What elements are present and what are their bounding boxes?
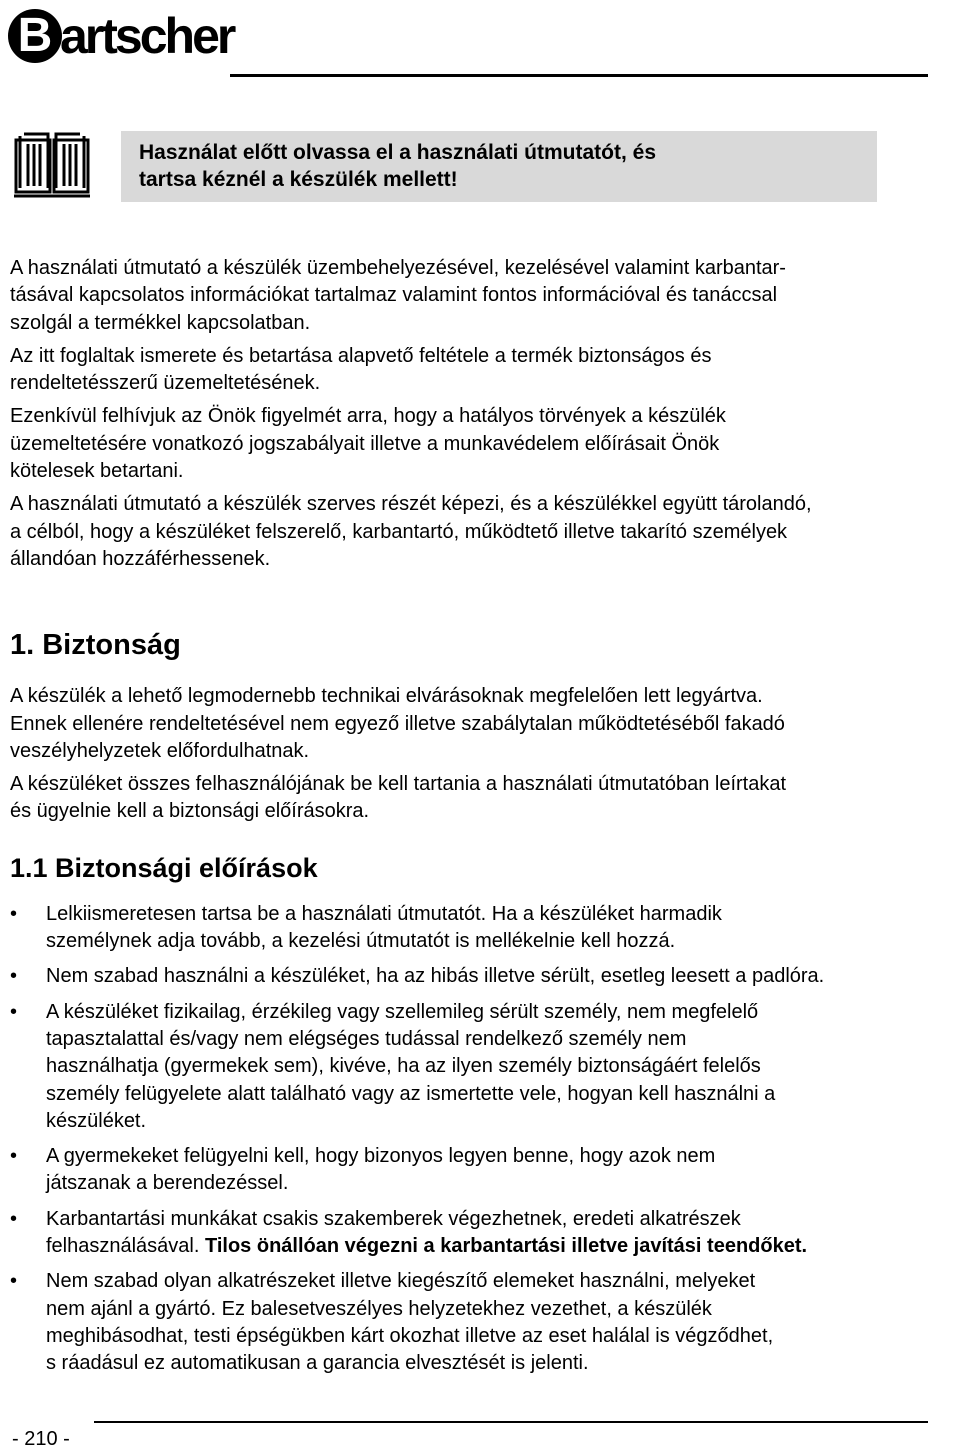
text-line: • A gyermekeket felügyelni kell, hogy bizonyos legyen benne, hogy azok nem [46, 1145, 716, 1168]
header-rule [230, 74, 928, 77]
text-line: személynek adja tovább, a kezelési útmutatót is mellékelnie kell hozzá. [46, 930, 676, 953]
page-number: - 210 - [12, 1428, 70, 1450]
text-line: A használati útmutató a készülék szerves részét képezi, és a készülékkel együtt tárolandó, [10, 493, 812, 516]
text-line: állandóan hozzáférhessenek. [10, 547, 271, 570]
bold-warning: Tilos önállóan végezni a karbantartási illetve javítási teendőket. [204, 1235, 808, 1258]
text-normal: felhasználásával. [46, 1235, 205, 1258]
text-line: Ennek ellenére rendeltetésével nem egyező illetve szabálytalan működtetéséből fakadó [10, 712, 785, 735]
intro-paragraph-3 [10, 403, 955, 485]
text-line: kötelesek betartani. [10, 460, 184, 483]
text-line: Az itt foglaltak ismerete és betartása alapvető feltétele a termék biztonságos és [10, 344, 712, 367]
text-line: üzemeltetésére vonatkozó jogszabályait illetve a munkavédelem előírásait Önök [10, 432, 720, 455]
list-item [10, 1206, 955, 1261]
logo-wordmark: artscher [60, 8, 234, 64]
text-line: tásával kapcsolatos információkat tartalmaz valamint fontos információval és tanáccsal [10, 284, 778, 307]
text-line: személy felügyelete alatt található vagy az ismertette vele, hogyan kell használni a [46, 1082, 776, 1105]
text-line: A használati útmutató a készülék üzembehelyezésével, kezelésével valamint karbantar- [10, 257, 786, 279]
section-heading-safety: 1. Biztonság [10, 629, 181, 662]
text-line: s ráadásul ez automatikusan a garancia elvesztését is jelenti. [46, 1352, 589, 1375]
intro-paragraph-2 [10, 343, 955, 398]
text-line: és ügyelnie kell a biztonsági előírásokra. [10, 800, 370, 823]
text-line: veszélyhelyzetek előfordulhatnak. [10, 739, 310, 762]
text-line: • A készüléket fizikailag, érzékileg vagy szellemileg sérült személy, nem megfelelő [46, 1000, 759, 1023]
list-item [10, 1143, 955, 1198]
safety-paragraph-2 [10, 771, 955, 826]
list-item [10, 1268, 955, 1377]
text-line: meghibásodhat, testi épségükben kárt okozhat illetve az eset halálal is végződhet, [46, 1324, 774, 1347]
text-line: játszanak a berendezéssel. [46, 1172, 289, 1195]
list-item [10, 999, 955, 1135]
document-body [10, 255, 955, 1386]
bartscher-logo [8, 2, 233, 70]
safety-rules-list [10, 901, 955, 1378]
text-line: nem ajánl a gyártó. Ez balesetveszélyes helyzetekhez vezethet, a készülék [46, 1297, 712, 1320]
notice-line-1: Használat előtt olvassa el a használati útmutatót, és [139, 141, 656, 164]
text-line: szolgál a termékkel kapcsolatban. [10, 311, 311, 334]
safety-paragraph-1 [10, 683, 955, 765]
text-line: használhatja (gyermekek sem), kivéve, ha az ilyen személy biztonságáért felelős [46, 1055, 761, 1078]
text-line [46, 1233, 955, 1260]
logo-b-emblem: B [8, 9, 62, 63]
text-line: • Nem szabad használni a készüléket, ha az hibás illetve sérült, esetleg leesett a padlóra. [46, 965, 825, 988]
text-line: • Nem szabad olyan alkatrészeket illetve kiegészítő elemeket használni, melyeket [46, 1270, 756, 1293]
intro-paragraph-4 [10, 491, 955, 573]
open-book-icon [12, 130, 92, 198]
text-line: • Karbantartási munkákat csakis szakemberek végezhetnek, eredeti alkatrészek [46, 1207, 741, 1230]
intro-paragraph-1 [10, 255, 955, 337]
page-header [0, 0, 960, 82]
notice-line-2: tartsa kéznél a készülék mellett! [139, 168, 458, 191]
section-heading-safety-rules: 1.1 Biztonsági előírások [10, 852, 318, 883]
text-line: • Lelkiismeretesen tartsa be a használati útmutatót. Ha a készüléket harmadik [46, 902, 722, 925]
text-line: A készülék a lehető legmodernebb technikai elvárásoknak megfelelően lett legyártva. [10, 685, 763, 708]
text-line: A készüléket összes felhasználójának be kell tartania a használati útmutatóban leírtakat [10, 773, 787, 796]
text-line: rendeltetésszerű üzemeltetésének. [10, 372, 321, 395]
text-line: készüléket. [46, 1109, 147, 1132]
read-before-use-notice [121, 131, 877, 202]
text-line: a célból, hogy a készüléket felszerelő, karbantartó, működtető illetve takarító személyek [10, 520, 788, 543]
footer-rule [94, 1421, 928, 1423]
text-line: tapasztalattal és/vagy nem elégséges tudással rendelkező személy nem [46, 1027, 687, 1050]
list-item [10, 963, 955, 990]
list-item [10, 901, 955, 956]
text-line: Ezenkívül felhívjuk az Önök figyelmét arra, hogy a hatályos törvények a készülék [10, 405, 726, 428]
